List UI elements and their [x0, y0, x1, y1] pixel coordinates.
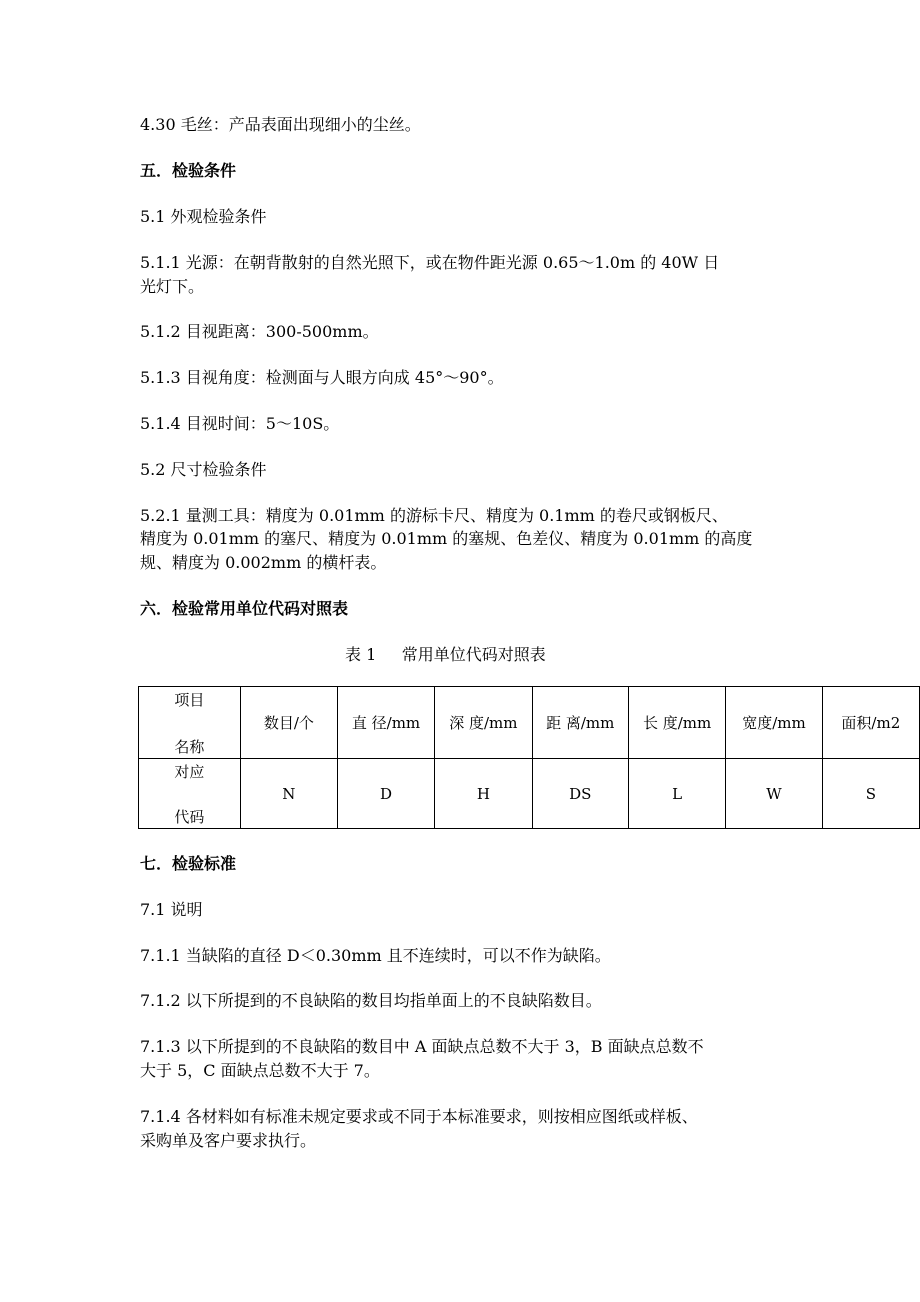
text-line: 5.1.1 光源：在朝背散射的自然光照下，或在物件距光源 0.65～1.0m 的 40W 日 [140, 253, 720, 272]
table-row [139, 687, 920, 759]
text-line: 5.1.4 目视时间：5～10S。 [140, 414, 340, 433]
unit-cell: 长 度/mm [628, 687, 725, 759]
code-cell: H [435, 759, 532, 829]
text-line: 光灯下。 [140, 277, 205, 296]
text-line: 大于 5，C 面缺点总数不大于 7。 [140, 1061, 380, 1080]
text-line: 采购单及客户要求执行。 [140, 1131, 317, 1150]
code-cell: L [628, 759, 725, 829]
row-header-cell [139, 759, 241, 829]
text-line: 7.1.1 当缺陷的直径 D＜0.30mm 且不连续时，可以不作为缺陷。 [140, 946, 611, 965]
text-line: 规、精度为 0.002mm 的横杆表。 [140, 553, 387, 572]
text-line: 5.2.1 量测工具：精度为 0.01mm 的游标卡尺、精度为 0.1mm 的卷尺或钢板尺、 [140, 506, 728, 525]
row-header-top: 对应 [174, 763, 205, 781]
text-line: 7.1 说明 [140, 900, 203, 919]
text-line: 5.1.2 目视距离：300-500mm。 [140, 322, 379, 341]
section-heading-7: 七．检验标准 [140, 854, 237, 873]
code-cell: S [822, 759, 919, 829]
unit-cell: 距 离/mm [532, 687, 628, 759]
code-cell: W [726, 759, 822, 829]
row-header-bottom: 名称 [174, 738, 205, 756]
text-line: 7.1.4 各材料如有标准未规定要求或不同于本标准要求，则按相应图纸或样板、 [140, 1107, 698, 1126]
text-line: 7.1.2 以下所提到的不良缺陷的数目均指单面上的不良缺陷数目。 [140, 991, 602, 1010]
text-line: 4.30 毛丝：产品表面出现细小的尘丝。 [140, 115, 421, 134]
row-header-top: 项目 [174, 691, 205, 709]
code-cell: DS [532, 759, 628, 829]
unit-code-table [138, 686, 920, 829]
unit-cell: 宽度/mm [726, 687, 822, 759]
text-line: 5.2 尺寸检验条件 [140, 460, 267, 479]
text-line: 精度为 0.01mm 的塞尺、精度为 0.01mm 的塞规、色差仪、精度为 0.01mm 的高度 [140, 529, 753, 548]
unit-cell: 数目/个 [240, 687, 337, 759]
text-line: 5.1 外观检验条件 [140, 207, 267, 226]
code-cell: D [337, 759, 434, 829]
table-caption: 表 1 常用单位代码对照表 [345, 645, 546, 664]
section-heading-5: 五．检验条件 [140, 161, 237, 180]
row-header-cell [139, 687, 241, 759]
unit-cell: 面积/m2 [822, 687, 919, 759]
unit-cell: 直 径/mm [337, 687, 434, 759]
text-line: 7.1.3 以下所提到的不良缺陷的数目中 A 面缺点总数不大于 3，B 面缺点总数不 [140, 1037, 704, 1056]
section-heading-6: 六．检验常用单位代码对照表 [140, 599, 349, 618]
code-cell: N [240, 759, 337, 829]
table-row [139, 759, 920, 829]
text-line: 5.1.3 目视角度：检测面与人眼方向成 45°～90°。 [140, 368, 504, 387]
unit-cell: 深 度/mm [435, 687, 532, 759]
row-header-bottom: 代码 [174, 808, 205, 826]
